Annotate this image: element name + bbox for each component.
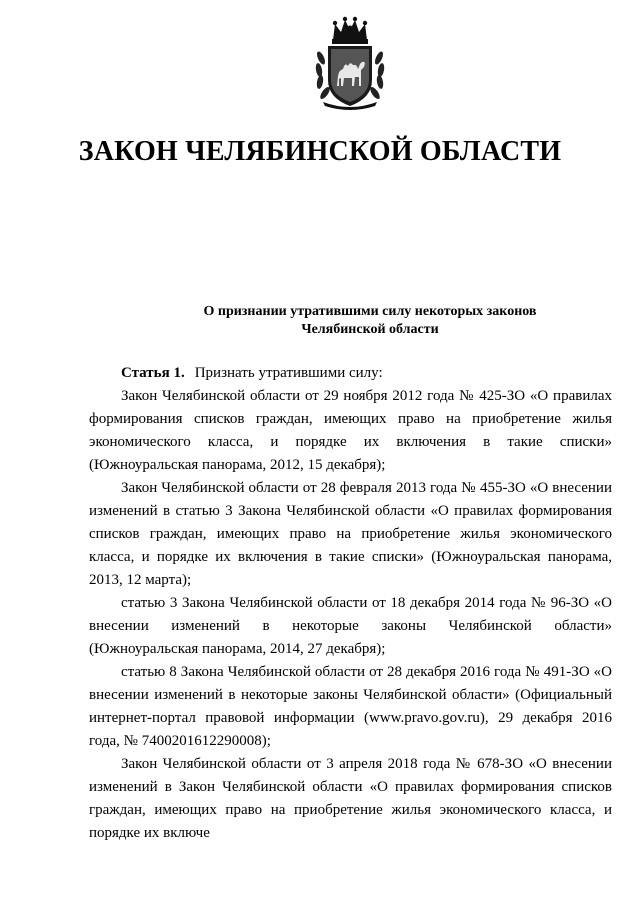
subtitle-line-2: Челябинской области — [301, 322, 439, 337]
document-subtitle — [160, 303, 580, 339]
document-body — [89, 362, 612, 845]
article-intro: Признать утратившими силу: — [194, 365, 383, 381]
paragraph: Закон Челябинской области от 3 апреля 2018 года № 678-ЗО «О внесении изменений в Закон Челябинской области «О правилах формирования списков граждан, имеющих право на приобретение жилья экономического класса, и порядке их включе — [89, 756, 612, 841]
paragraph: статью 3 Закона Челябинской области от 18 декабря 2014 года № 96-ЗО «О внесении изменений в некоторые законы Челябинской области» (Южноуральская панорама, 2014, 27 декабря); — [89, 595, 612, 657]
coat-of-arms-emblem — [311, 14, 389, 112]
article-label: Статья 1. — [121, 365, 185, 381]
paragraph: Закон Челябинской области от 29 ноября 2012 года № 425-ЗО «О правилах формирования списков граждан, имеющих право на приобретение жилья экономического класса, и порядке их включения в такие списки» (Южноуральская панорама, 2012, 15 декабря); — [89, 388, 612, 473]
paragraph: статью 8 Закона Челябинской области от 28 декабря 2016 года № 491-ЗО «О внесении изменений в некоторые законы Челябинской области» (Официальный интернет-портал правовой информации (www.pravo.gov.ru), 29 декабря 2016 года, № 7400201612290008); — [89, 664, 612, 749]
article-heading — [89, 362, 612, 385]
subtitle-line-1: О признании утратившими силу некоторых законов — [203, 304, 537, 319]
document-title: ЗАКОН ЧЕЛЯБИНСКОЙ ОБЛАСТИ — [78, 136, 562, 167]
paragraph: Закон Челябинской области от 28 февраля 2013 года № 455-ЗО «О внесении изменений в статью 3 Закона Челябинской области «О правилах формирования списков граждан, имеющих право на приобретение жилья экономического класса, и порядке их включения в такие списки» (Южноуральская панорама, 2013, 12 марта); — [89, 480, 612, 588]
